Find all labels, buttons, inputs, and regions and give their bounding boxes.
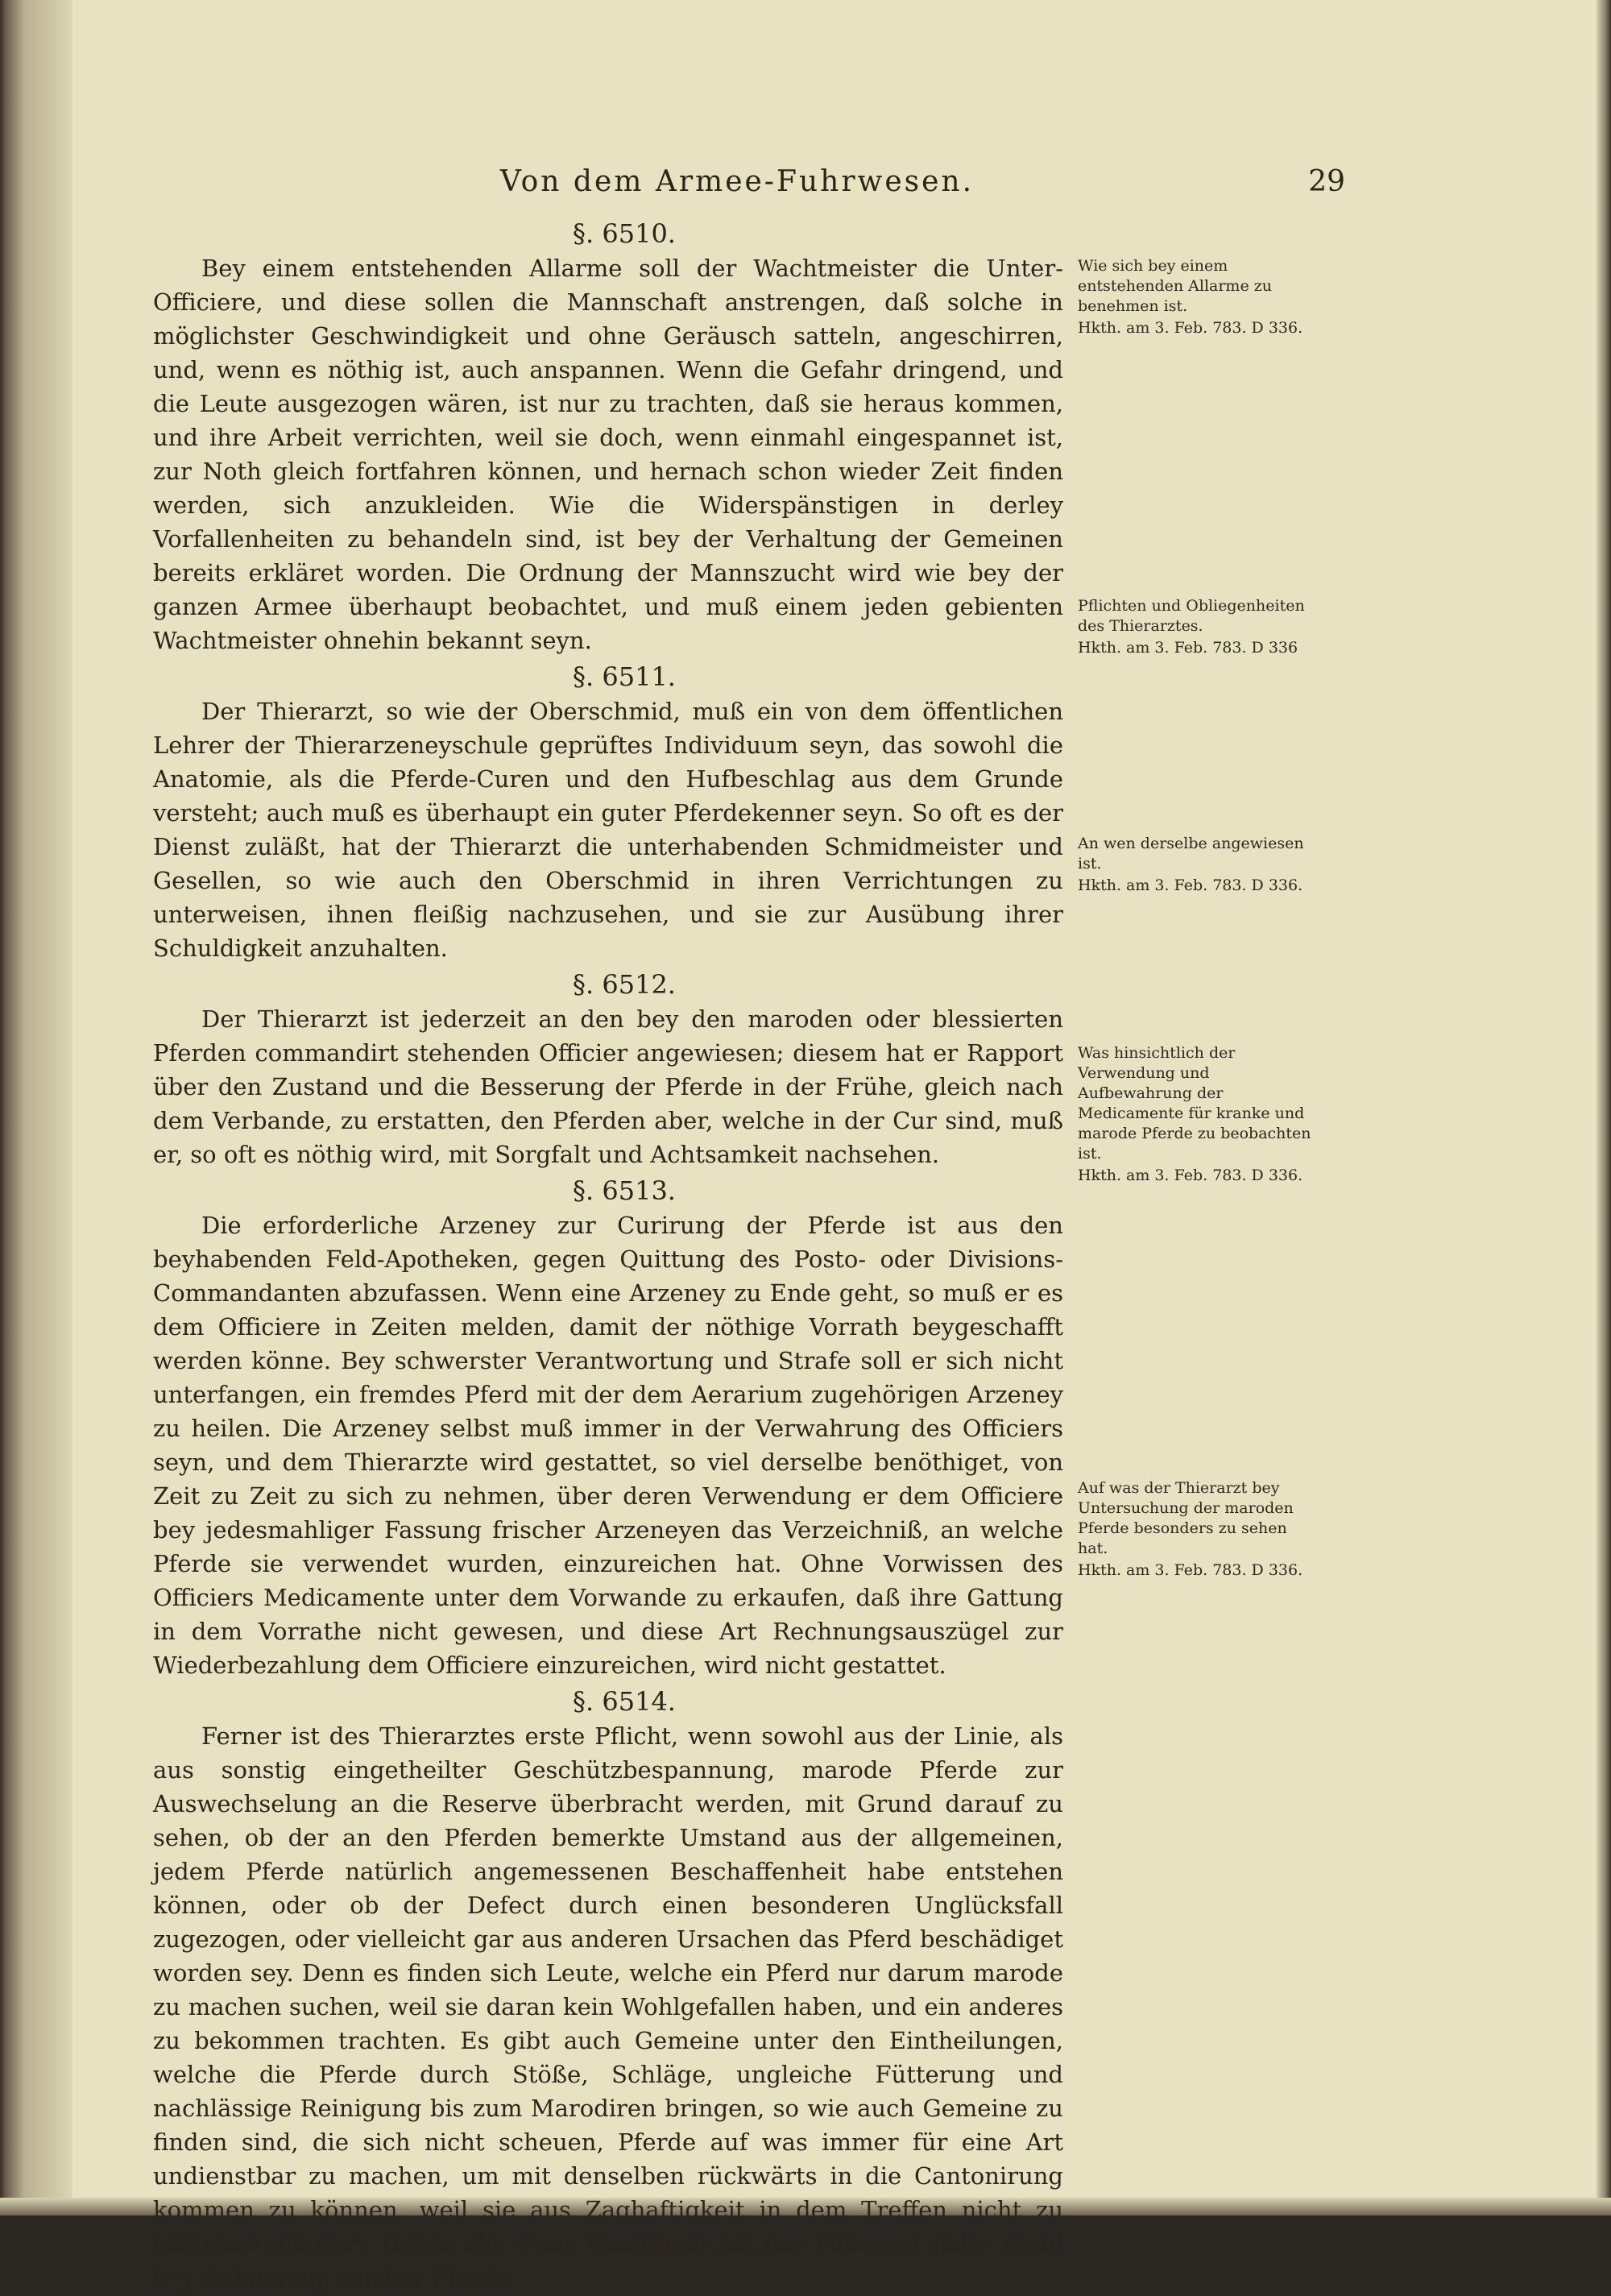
paragraph-text: Ferner ist des Thierarztes erste Pflicht, wenn sowohl aus der Linie, als aus sonstig eingetheilter Geschützbespannung, marode Pferde zur Auswechselung an die Reserve überbracht werden, mit Grund darauf zu sehen, ob der an den Pferden bemerkte Umstand aus der allgemeinen, jedem Pferde natürlich angemessenen Beschaffenheit habe entstehen können, oder ob der Defect durch einen besonderen Unglücksfall zugezogen, oder vielleicht gar aus anderen Ursachen das Pferd beschädiget worden sey. Denn es finden sich Leute, welche ein Pferd nur darum marode zu machen suchen, weil sie daran kein Wohlgefallen haben, und ein anderes zu bekommen trachten. Es gibt auch Gemeine unter den Eintheilungen, welche die Pferde durch Stöße, Schläge, ungleiche Fütterung und nachlässige Reinigung bis zum Marodiren bringen, so wie auch Gemeine zu finden sind, die sich nicht scheuen, Pferde auf was immer für eine Art undienstbar zu machen, um mit denselben rückwärts in die Cantonirung kommen zu können, weil sie aus Zaghaftigkeit in dem Treffen nicht zu bestehen glauben. Ueber alle diese Umstände hat der Thierarzt jedes Mahl bey Anlangung solcher Pferde: [153, 1722, 1063, 2291]
margin-note-reference: Hkth. am 3. Feb. 783. D 336.: [1078, 1561, 1303, 1579]
margin-note-reference: Hkth. am 3. Feb. 783. D 336: [1078, 639, 1298, 657]
paragraph-text: Die erforderliche Arzeney zur Curirung der Pferde ist aus den beyhabenden Feld-Apotheken, gegen Quittung des Posto- oder Divisions-Commandanten abzufassen. Wenn eine Arzeney zu Ende geht, so muß er es dem Officiere in Zeiten melden, damit der nöthige Vorrath beygeschafft werden könne. Bey schwerster Verantwortung und Strafe soll er sich nicht unterfangen, ein fremdes Pferd mit der dem Aerarium zugehörigen Arzeney zu heilen. Die Arzeney selbst muß immer in der Verwahrung des Officiers seyn, und dem Thierarzte wird gestattet, so viel derselbe benöthiget, von Zeit zu Zeit zu sich zu nehmen, über deren Verwendung er dem Officiere bey jedesmahliger Fassung frischer Arzeneyen das Verzeichniß, an welche Pferde sie verwendet wurden, einzureichen hat. Ohne Vorwissen des Officiers Medicamente unter dem Vorwande zu erkaufen, daß ihre Gattung in dem Vorrathe nicht gewesen, und diese Art Rechnungsauszügel zur Wiederbezahlung dem Officiere einzureichen, wird nicht gestattet.: [153, 1212, 1063, 1679]
section-6513: [153, 1173, 1063, 1682]
book-gutter-shadow: [0, 0, 72, 2215]
margin-note-reference: Hkth. am 3. Feb. 783. D 336.: [1078, 319, 1303, 337]
paragraph-text: Bey einem entstehenden Allarme soll der Wachtmeister die Unter-Officiere, und diese sollen die Mannschaft anstrengen, daß solche in möglichster Geschwindigkeit und ohne Geräusch satteln, angeschirren, und, wenn es nöthig ist, auch anspannen. Wenn die Gefahr dringend, und die Leute ausgezogen wären, ist nur zu trachten, daß sie heraus kommen, und ihre Arbeit verrichten, weil sie doch, wenn einmahl eingespannet ist, zur Noth gleich fortfahren können, und hernach schon wieder Zeit finden werden, sich anzukleiden. Wie die Widerspänstigen in derley Vorfallenheiten zu behandeln sind, ist bey der Verhaltung der Gemeinen bereits erkläret worden. Die Ordnung der Mannszucht wird wie bey der ganzen Armee überhaupt beobachtet, und muß einem jeden gebienten Wachtmeister ohnehin bekannt seyn.: [153, 255, 1063, 654]
section-6514: [153, 1684, 1063, 2294]
page-right-edge: [1597, 0, 1611, 2215]
section-6512: [153, 967, 1063, 1171]
paragraph-number: §. 6510.: [573, 218, 676, 249]
margin-note-title: Pflichten und Obliegenheiten des Thierarztes.: [1078, 597, 1305, 635]
margin-note-6514: [1078, 1478, 1311, 1581]
paragraph-number: §. 6513.: [573, 1175, 676, 1206]
margin-note-reference: Hkth. am 3. Feb. 783. D 336.: [1078, 1167, 1303, 1184]
page-header: [153, 165, 1345, 213]
margin-note-6512: [1078, 834, 1311, 896]
margin-note-title: Was hinsichtlich der Verwendung und Aufbewahrung der Medicamente für kranke und marode Pferde zu beobachten ist.: [1078, 1044, 1311, 1163]
section-6511: [153, 659, 1063, 965]
margin-note-title: Wie sich bey einem entstehenden Allarme zu benehmen ist.: [1078, 257, 1272, 315]
paragraph-number: §. 6512.: [573, 969, 676, 1000]
margin-note-6513: [1078, 1043, 1311, 1186]
margin-note-reference: Hkth. am 3. Feb. 783. D 336.: [1078, 877, 1303, 894]
margin-note-title: An wen derselbe angewiesen ist.: [1078, 835, 1304, 872]
main-text-column: [153, 216, 1063, 2296]
paragraph-text: Der Thierarzt, so wie der Oberschmid, muß ein von dem öffentlichen Lehrer der Thierarzeneyschule geprüftes Individuum seyn, das sowohl die Anatomie, als die Pferde-Curen und den Hufbeschlag aus dem Grunde versteht; auch muß es überhaupt ein guter Pferdekenner seyn. So oft es der Dienst zuläßt, hat der Thierarzt die unterhabenden Schmidmeister und Gesellen, so wie auch den Oberschmid in ihren Verrichtungen zu unterweisen, ihnen fleißig nachzusehen, und sie zur Ausübung ihrer Schuldigkeit anzuhalten.: [153, 698, 1063, 962]
margin-note-6511: [1078, 596, 1311, 658]
paragraph-text: Der Thierarzt ist jederzeit an den bey den maroden oder blessierten Pferden commandirt stehenden Officier angewiesen; diesem hat er Rapport über den Zustand und die Besserung der Pferde in der Frühe, gleich nach dem Verbande, zu erstatten, den Pferden aber, welche in der Cur sind, muß er, so oft es nöthig wird, mit Sorgfalt und Achtsamkeit nachsehen.: [153, 1005, 1063, 1168]
paragraph-number: §. 6511.: [573, 661, 676, 692]
running-head: Von dem Armee-Fuhrwesen.: [499, 165, 975, 198]
paragraph-number: §. 6514.: [573, 1686, 676, 1717]
margin-note-title: Auf was der Thierarzt bey Untersuchung der maroden Pferde besonders zu sehen hat.: [1078, 1479, 1294, 1557]
margin-note-6510: [1078, 256, 1311, 338]
section-6510: [153, 216, 1063, 657]
page-number: 29: [1308, 165, 1345, 198]
